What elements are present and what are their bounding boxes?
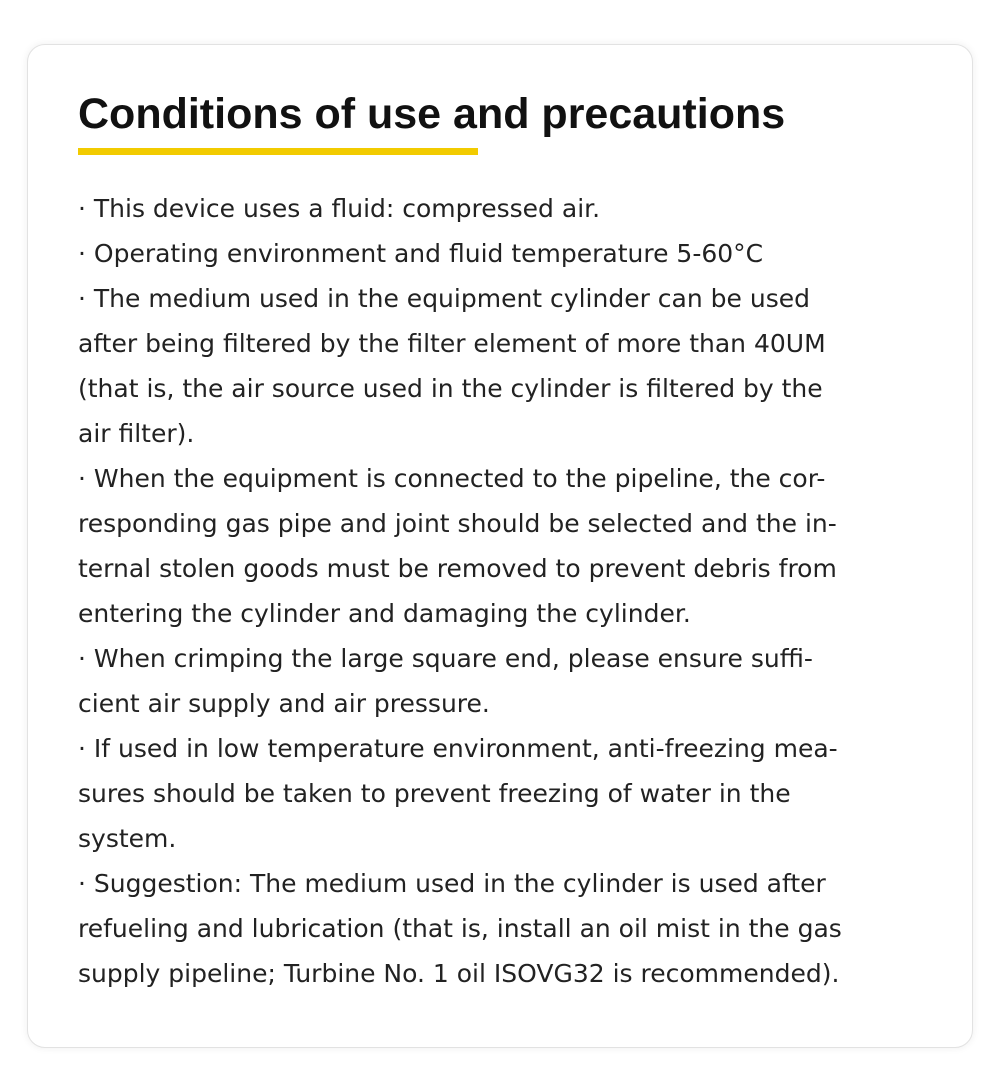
- page-title: Conditions of use and precautions: [78, 90, 786, 138]
- precautions-text: [78, 186, 938, 996]
- text-line: supply pipeline; Turbine No. 1 oil ISOVG32 is recommended).: [78, 959, 840, 988]
- text-line: air filter).: [78, 419, 195, 448]
- text-line: · The medium used in the equipment cylinder can be used: [78, 284, 810, 313]
- text-line: · When the equipment is connected to the pipeline, the cor-: [78, 464, 826, 493]
- text-line: refueling and lubrication (that is, install an oil mist in the gas: [78, 914, 842, 943]
- text-line: (that is, the air source used in the cylinder is filtered by the: [78, 374, 823, 403]
- text-line: · Operating environment and fluid temperature 5-60°C: [78, 239, 764, 268]
- text-line: · Suggestion: The medium used in the cylinder is used after: [78, 869, 826, 898]
- text-line: · This device uses a fluid: compressed air.: [78, 194, 601, 223]
- text-line: · When crimping the large square end, please ensure suffi-: [78, 644, 813, 673]
- text-line: after being filtered by the filter element of more than 40UM: [78, 329, 826, 358]
- text-line: entering the cylinder and damaging the cylinder.: [78, 599, 691, 628]
- text-line: ternal stolen goods must be removed to prevent debris from: [78, 554, 837, 583]
- text-line: system.: [78, 824, 177, 853]
- text-line: responding gas pipe and joint should be selected and the in-: [78, 509, 837, 538]
- text-line: cient air supply and air pressure.: [78, 689, 490, 718]
- title-underline: [78, 148, 478, 155]
- text-line: sures should be taken to prevent freezing of water in the: [78, 779, 791, 808]
- text-line: · If used in low temperature environment, anti-freezing mea-: [78, 734, 838, 763]
